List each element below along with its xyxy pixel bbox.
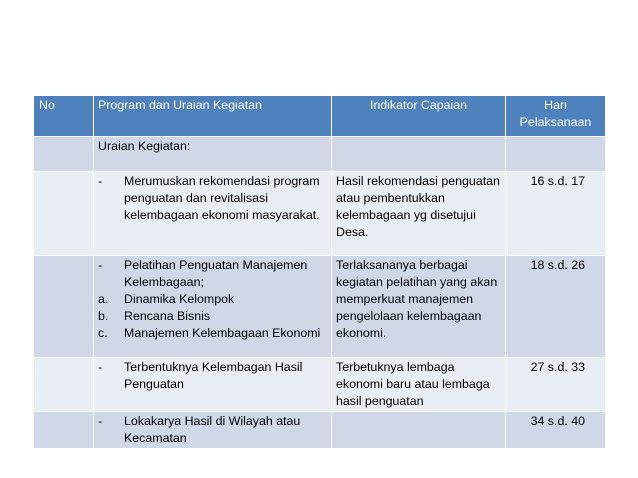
cell-indicator: Hasil rekomendasi penguatan atau pembentukkan kelembagaan yg disetujui Desa. (332, 172, 506, 256)
cell-indicator (332, 137, 506, 172)
header-indicator: Indikator Capaian (332, 96, 506, 137)
list-text: Terbentuknya Kelembagan Hasil Penguatan (124, 360, 303, 391)
list-item (98, 291, 327, 308)
cell-no (34, 172, 94, 256)
table-row (34, 358, 606, 412)
cell-indicator: Terbetuknya lembaga ekonomi baru atau lembaga hasil penguatan (332, 358, 506, 412)
header-row (34, 96, 606, 137)
list-item (98, 173, 327, 224)
list-text: Manajemen Kelembagaan Ekonomi (124, 326, 321, 340)
list-marker: a. (98, 292, 109, 306)
list-marker: c. (98, 326, 108, 340)
section-row (34, 137, 606, 172)
cell-no (34, 358, 94, 412)
cell-no (34, 256, 94, 358)
activity-table (33, 95, 606, 449)
table-row (34, 412, 606, 449)
cell-days (506, 137, 606, 172)
section-label: Uraian Kegiatan: (94, 137, 332, 172)
cell-days: 34 s.d. 40 (506, 412, 606, 449)
header-program: Program dan Uraian Kegiatan (94, 96, 332, 137)
list-marker: - (98, 414, 103, 428)
list-item (98, 325, 327, 342)
list-item (98, 308, 327, 325)
header-days (506, 96, 606, 137)
cell-program (94, 256, 332, 358)
header-days-line2: Pelaksanaan (519, 115, 592, 129)
cell-indicator: Terlaksananya berbagai kegiatan pelatihan yang akan memperkuat manajemen pengelolaan kelembagaan ekonomi. (332, 256, 506, 358)
list-text: Merumuskan rekomendasi program penguatan dan revitalisasi kelembagaan ekonomi masyarakat. (124, 174, 320, 222)
list-marker: - (98, 258, 103, 272)
list-item (98, 359, 327, 393)
list-marker: - (98, 360, 103, 374)
cell-no (34, 137, 94, 172)
cell-program (94, 358, 332, 412)
cell-days: 18 s.d. 26 (506, 256, 606, 358)
list-text: Pelatihan Penguatan Manajemen Kelembagaan; (124, 258, 308, 289)
cell-days: 27 s.d. 33 (506, 358, 606, 412)
header-days-line1: Hari (544, 98, 567, 112)
cell-program (94, 172, 332, 256)
cell-program (94, 412, 332, 449)
list-marker: - (98, 174, 103, 188)
table-row (34, 256, 606, 358)
list-item (98, 413, 327, 447)
header-no: No (34, 96, 94, 137)
cell-days: 16 s.d. 17 (506, 172, 606, 256)
list-text: Lokakarya Hasil di Wilayah atau Kecamatan (124, 414, 301, 445)
cell-indicator (332, 412, 506, 449)
table-row (34, 172, 606, 256)
list-text: Rencana Bisnis (124, 309, 211, 323)
list-text: Dinamika Kelompok (124, 292, 235, 306)
list-item (98, 257, 327, 291)
list-marker: b. (98, 309, 109, 323)
cell-no (34, 412, 94, 449)
